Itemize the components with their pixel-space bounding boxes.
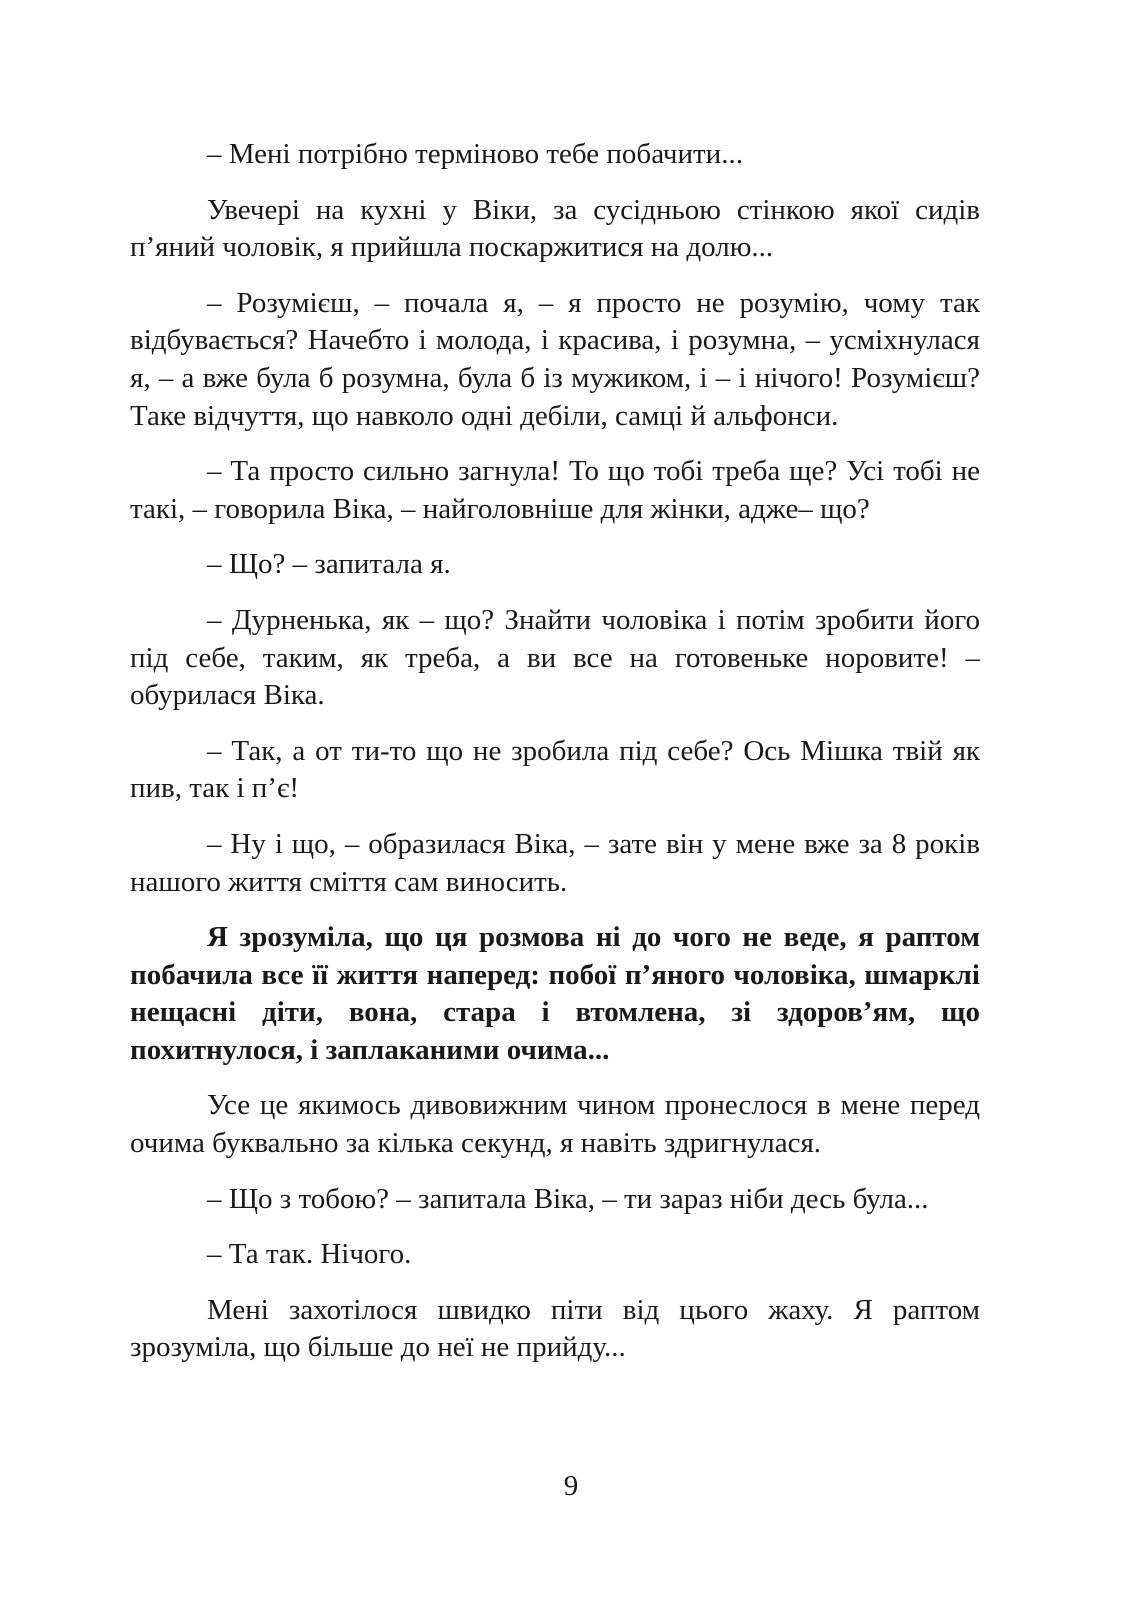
paragraph-7: – Так, а от ти-то що не зробила під себе? Ось Мішка твій як пив, так і п’є! xyxy=(130,734,980,805)
paragraph-11: – Що з тобою? – запитала Віка, – ти зараз ніби десь була... xyxy=(207,1182,929,1215)
body-text xyxy=(130,136,980,1385)
paragraph-9-bold: Я зрозуміла, що ця розмова ні до чого не веде, я раптом побачила все її життя наперед: побої п’яного чоловіка, шмарклі нещасні діти, вона, стара і втомлена, зі здоров’ям, що похитнулося, і заплаканими очима... xyxy=(130,921,980,1066)
page-number: 9 xyxy=(563,1470,579,1502)
paragraph-8: – Ну і що, – образилася Віка, – зате він у мене вже за 8 років нашого життя сміття сам виносить. xyxy=(130,827,980,898)
paragraph-1: – Мені потрібно терміново тебе побачити... xyxy=(207,138,743,170)
paragraph-13: Мені захотілося швидко піти від цього жаху. Я раптом зрозуміла, що більше до неї не прийду... xyxy=(130,1293,980,1364)
paragraph-3: – Розумієш, – почала я, – я просто не розумію, чому так відбувається? Начебто і молода, і красива, і розумна, – усміхнулася я, – а вже була б розумна, була б із мужиком, і – і нічого! Розумієш? Таке відчуття, що навколо одні дебіли, самці й альфонси. xyxy=(130,286,980,432)
paragraph-12: – Та так. Нічого. xyxy=(207,1238,412,1271)
paragraph-4: – Та просто сильно загнула! То що тобі треба ще? Усі тобі не такі, – говорила Віка, – найголовніше для жінки, адже– що? xyxy=(130,455,980,525)
paragraph-10: Усе це якимось дивовижним чином пронеслося в мене перед очима буквально за кілька секунд, я навіть здригнулася. xyxy=(130,1089,980,1160)
paragraph-2: Увечері на кухні у Віки, за сусідньою стінкою якої сидів п’яний чоловік, я прийшла поскаржитися на долю... xyxy=(130,193,980,264)
paragraph-5: – Що? – запитала я. xyxy=(207,548,451,581)
paragraph-6: – Дурненька, як – що? Знайти чоловіка і потім зробити його під себе, таким, як треба, а ви все на готовеньке норовите! – обурилася Віка. xyxy=(130,603,980,712)
